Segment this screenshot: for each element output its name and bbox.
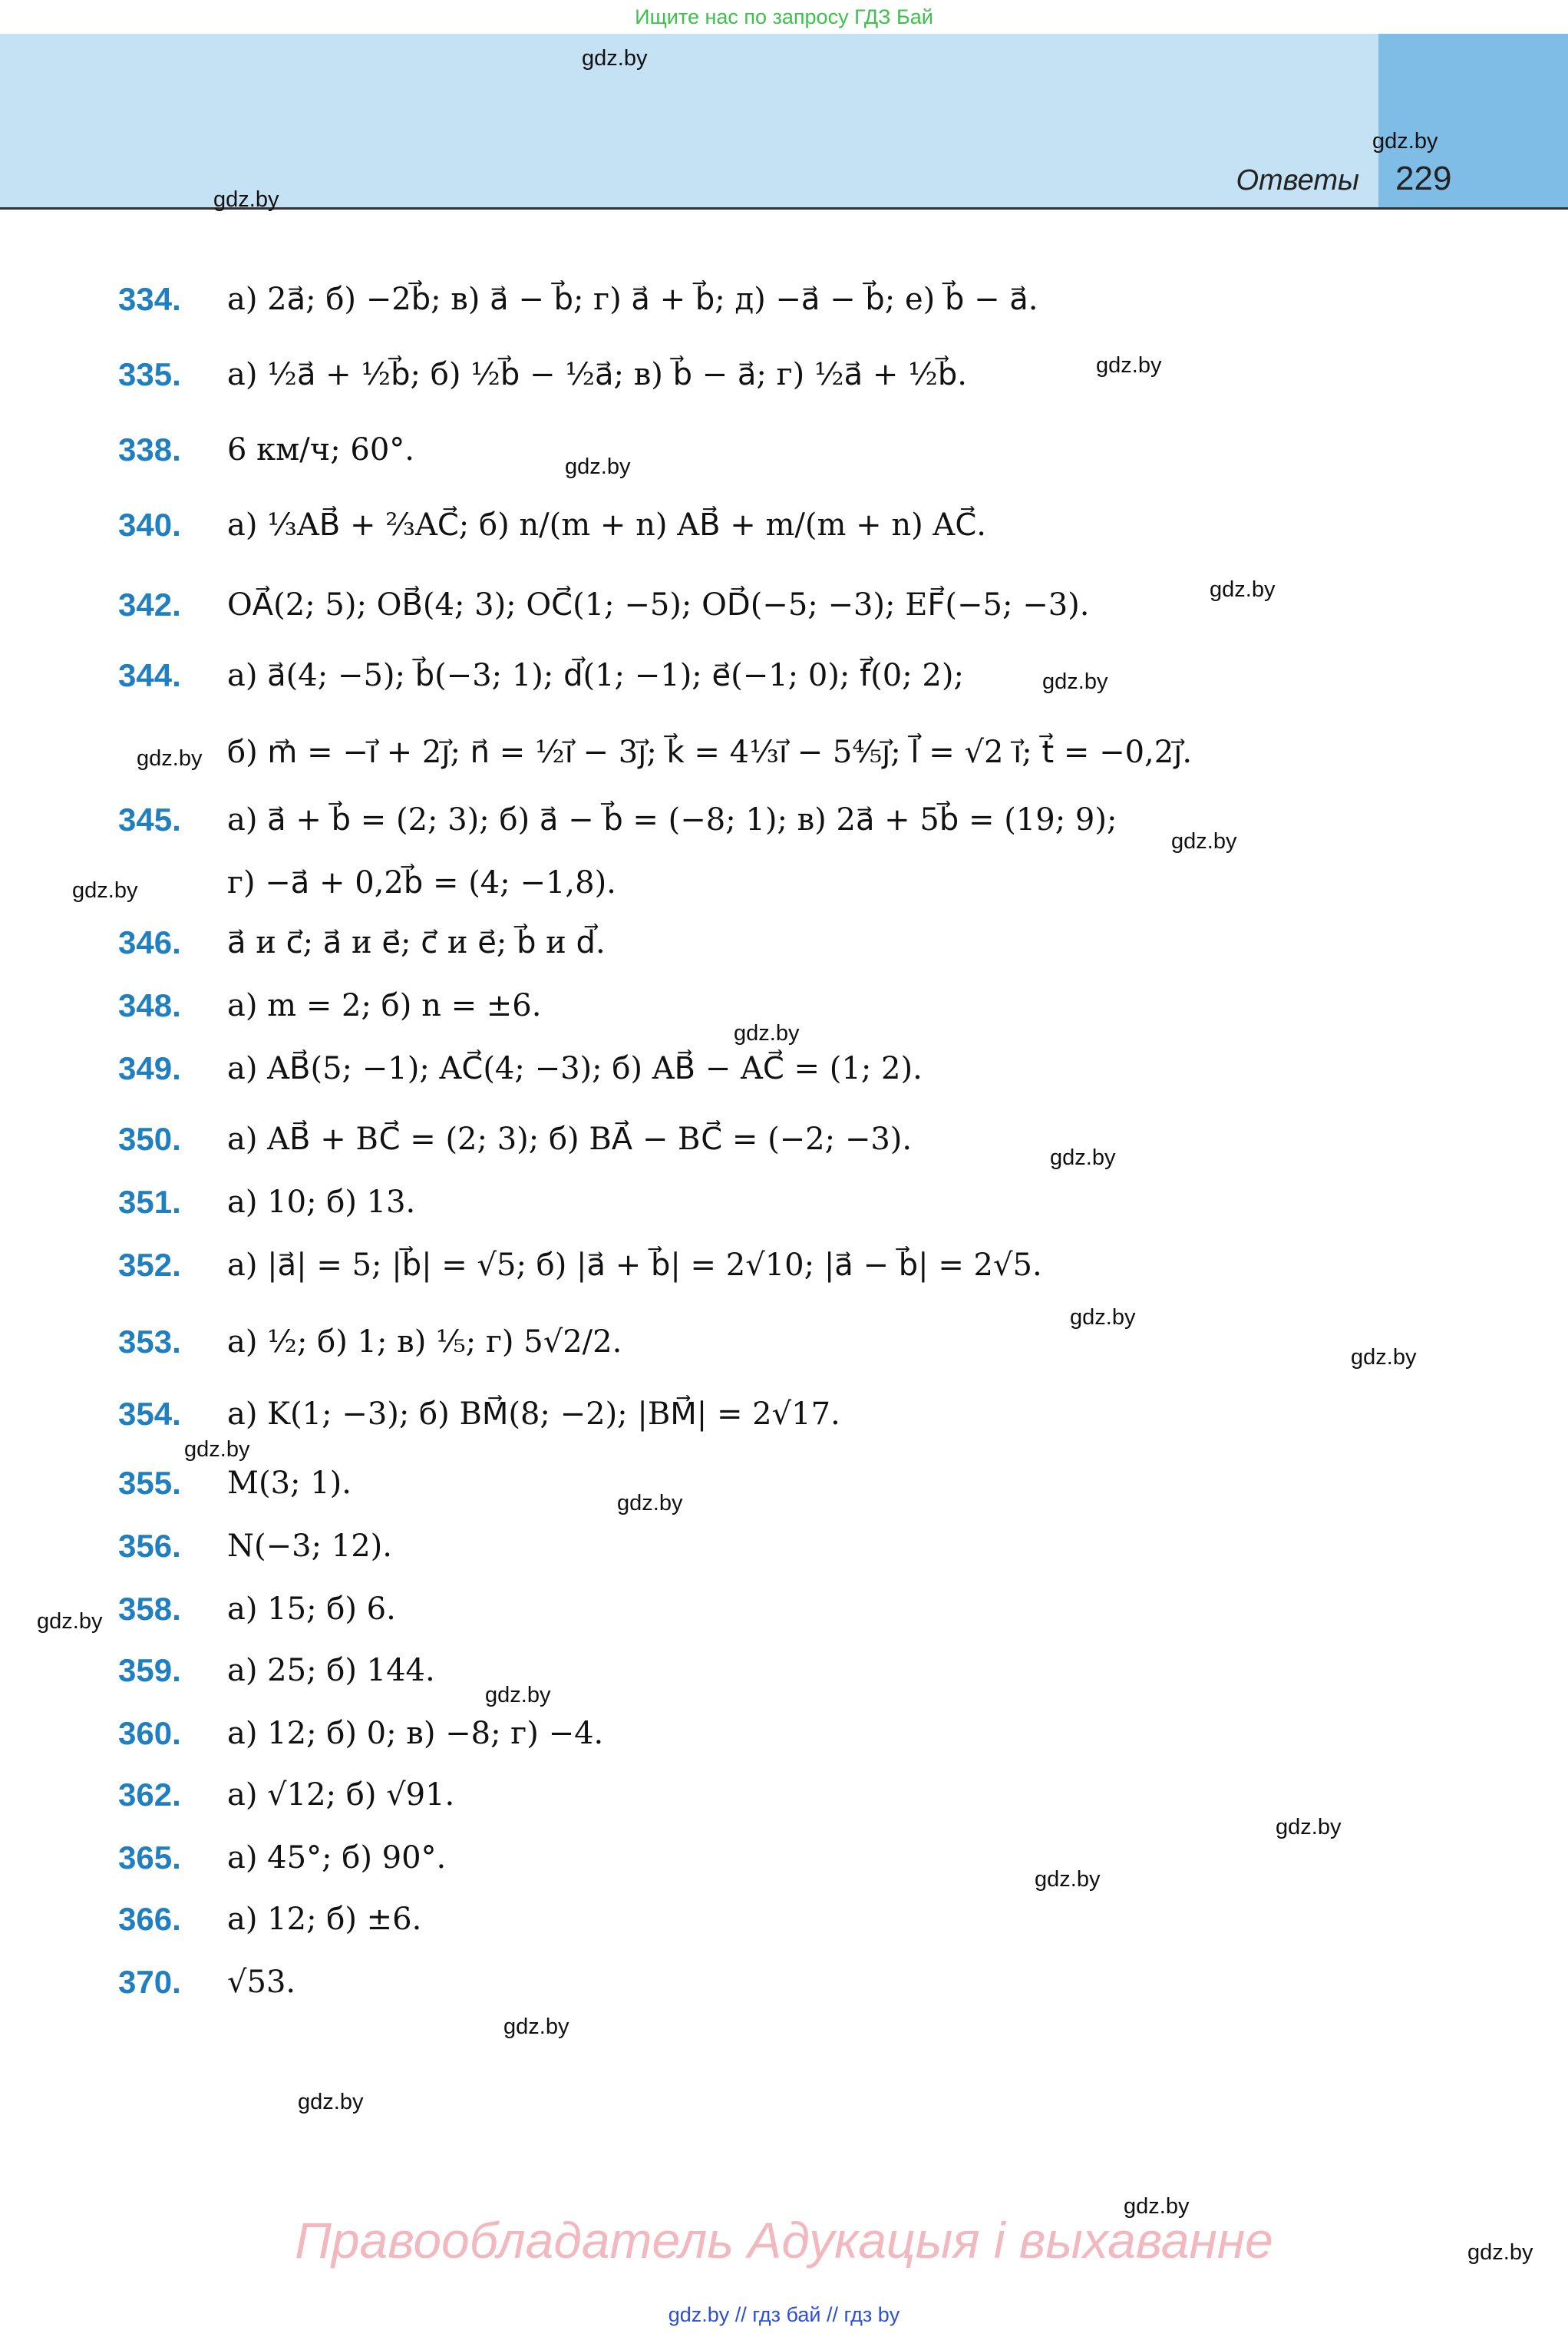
answer-number: 365. xyxy=(118,1839,181,1876)
footer-links[interactable]: gdz.by // гдз бай // гдз by xyxy=(668,2303,900,2326)
watermark: gdz.by xyxy=(565,454,631,479)
answer-row xyxy=(0,1178,1568,1227)
watermark: gdz.by xyxy=(1035,1867,1101,1892)
watermark: gdz.by xyxy=(37,1609,103,1634)
answer-text: а) K(1; −3); б) BM⃗(8; −2); |BM⃗| = 2√17. xyxy=(227,1396,840,1432)
answer-row xyxy=(0,1317,1568,1367)
answer-number: 335. xyxy=(118,356,181,392)
answer-row xyxy=(0,918,1568,967)
answer-row xyxy=(0,350,1568,399)
answer-number: 362. xyxy=(118,1776,181,1813)
copyright-notice: Правообладатель Адукацыя і выхаванне xyxy=(295,2212,1273,2269)
answer-row-continued xyxy=(0,728,1568,777)
watermark: gdz.by xyxy=(1124,2194,1190,2219)
answer-number: 355. xyxy=(118,1465,181,1501)
answer-text: √53. xyxy=(227,1965,296,2000)
answer-text: а) 2a⃗; б) −2b⃗; в) a⃗ − b⃗; г) a⃗ + b⃗; д) −a⃗ − b⃗; е) b⃗ − a⃗. xyxy=(227,282,1038,317)
answer-row xyxy=(0,1115,1568,1164)
answer-text: M(3; 1). xyxy=(227,1466,352,1501)
answer-row xyxy=(0,501,1568,550)
answer-row-continued xyxy=(0,858,1568,907)
watermark: gdz.by xyxy=(1210,577,1276,602)
answer-number: 346. xyxy=(118,924,181,960)
answer-number: 349. xyxy=(118,1050,181,1086)
watermark: gdz.by xyxy=(734,1021,800,1046)
answer-row xyxy=(0,580,1568,630)
answer-number: 348. xyxy=(118,987,181,1023)
answer-number: 340. xyxy=(118,507,181,543)
answer-text: а) 45°; б) 90°. xyxy=(227,1840,447,1876)
answer-row xyxy=(0,1895,1568,1944)
answer-text: а) m = 2; б) n = ±6. xyxy=(227,988,542,1023)
answer-row xyxy=(0,1522,1568,1571)
answer-row xyxy=(0,1044,1568,1093)
answer-number: 354. xyxy=(118,1396,181,1432)
watermark: gdz.by xyxy=(137,746,203,771)
watermark: gdz.by xyxy=(503,2014,569,2039)
answer-number: 338. xyxy=(118,431,181,468)
watermark: gdz.by xyxy=(1171,829,1237,854)
answer-text: а) ⅓AB⃗ + ⅔AC⃗; б) n/(m + n) AB⃗ + m/(m + n) AC⃗. xyxy=(227,507,986,543)
watermark: gdz.by xyxy=(582,46,648,71)
answer-text: OA⃗(2; 5); OB⃗(4; 3); OC⃗(1; −5); OD⃗(−5; −3); EF⃗(−5; −3). xyxy=(227,587,1090,623)
answer-number: 360. xyxy=(118,1715,181,1751)
page-number: 229 xyxy=(1395,160,1452,197)
watermark: gdz.by xyxy=(72,878,138,903)
answer-number: 353. xyxy=(118,1324,181,1360)
answer-text: а) AB⃗(5; −1); AC⃗(4; −3); б) AB⃗ − AC⃗ = (1; 2). xyxy=(227,1051,923,1086)
answer-number: 356. xyxy=(118,1528,181,1564)
top-banner: Ищите нас по запросу ГДЗ Бай xyxy=(635,5,933,28)
watermark: gdz.by xyxy=(617,1491,683,1515)
header-band xyxy=(0,34,1378,209)
watermark: gdz.by xyxy=(298,2090,364,2114)
answer-row xyxy=(0,425,1568,474)
answer-text: г) −a⃗ + 0,2b⃗ = (4; −1,8). xyxy=(227,865,616,901)
answer-row xyxy=(0,1646,1568,1695)
answer-number: 359. xyxy=(118,1652,181,1688)
answer-text: а) |a⃗| = 5; |b⃗| = √5; б) |a⃗ + b⃗| = 2√10; |a⃗ − b⃗| = 2√5. xyxy=(227,1248,1042,1283)
answer-row xyxy=(0,1709,1568,1758)
answer-text: б) m⃗ = −i⃗ + 2j⃗; n⃗ = ½i⃗ − 3j⃗; k⃗ = 4⅓i⃗ − 5⅘j⃗; l⃗ = √2 i⃗; t⃗ = −0,2j⃗. xyxy=(227,735,1193,770)
answer-number: 358. xyxy=(118,1591,181,1627)
answer-row xyxy=(0,275,1568,324)
answer-row xyxy=(0,1585,1568,1634)
answer-text: а) ½; б) 1; в) ⅕; г) 5√2/2. xyxy=(227,1324,622,1360)
answer-number: 370. xyxy=(118,1964,181,2000)
answer-number: 345. xyxy=(118,801,181,838)
answer-text: а) a⃗ + b⃗ = (2; 3); б) a⃗ − b⃗ = (−8; 1); в) 2a⃗ + 5b⃗ = (19; 9); xyxy=(227,802,1117,838)
answer-row xyxy=(0,1390,1568,1439)
answer-number: 351. xyxy=(118,1184,181,1220)
answer-number: 350. xyxy=(118,1121,181,1157)
answer-row xyxy=(0,1459,1568,1508)
answer-row xyxy=(0,1833,1568,1882)
watermark: gdz.by xyxy=(213,187,279,212)
watermark: gdz.by xyxy=(485,1683,551,1707)
answer-text: а) √12; б) √91. xyxy=(227,1777,455,1813)
watermark: gdz.by xyxy=(184,1437,250,1462)
watermark: gdz.by xyxy=(1096,353,1162,378)
watermark: gdz.by xyxy=(1070,1305,1136,1330)
watermark: gdz.by xyxy=(1351,1345,1417,1370)
watermark: gdz.by xyxy=(1042,669,1108,694)
section-title: Ответы xyxy=(1236,164,1359,197)
answer-row xyxy=(0,1241,1568,1290)
answer-text: 6 км/ч; 60°. xyxy=(227,432,415,468)
watermark: gdz.by xyxy=(1372,129,1438,154)
answer-row xyxy=(0,1958,1568,2007)
watermark: gdz.by xyxy=(1276,1815,1342,1839)
answer-text: а) ½a⃗ + ½b⃗; б) ½b⃗ − ½a⃗; в) b⃗ − a⃗; г) ½a⃗ + ½b⃗. xyxy=(227,357,967,392)
answer-text: а) AB⃗ + BC⃗ = (2; 3); б) BA⃗ − BC⃗ = (−2; −3). xyxy=(227,1122,913,1157)
answer-text: a⃗ и c⃗; a⃗ и e⃗; c⃗ и e⃗; b⃗ и d⃗. xyxy=(227,925,606,960)
answer-number: 344. xyxy=(118,657,181,693)
answer-number: 342. xyxy=(118,587,181,623)
answer-text: а) 10; б) 13. xyxy=(227,1185,416,1220)
answer-text: а) 12; б) ±6. xyxy=(227,1902,422,1937)
answer-row xyxy=(0,795,1568,844)
answer-row xyxy=(0,981,1568,1030)
watermark: gdz.by xyxy=(1050,1145,1116,1170)
answer-number: 366. xyxy=(118,1901,181,1937)
answer-row xyxy=(0,651,1568,700)
answer-text: а) a⃗(4; −5); b⃗(−3; 1); d⃗(1; −1); e⃗(−1; 0); f⃗(0; 2); xyxy=(227,658,964,693)
watermark: gdz.by xyxy=(1467,2240,1533,2265)
answer-row xyxy=(0,1770,1568,1819)
answer-number: 334. xyxy=(118,281,181,317)
answer-text: а) 12; б) 0; в) −8; г) −4. xyxy=(227,1716,604,1751)
answer-number: 352. xyxy=(118,1247,181,1283)
answer-text: а) 15; б) 6. xyxy=(227,1591,396,1627)
answer-text: а) 25; б) 144. xyxy=(227,1653,435,1688)
answer-text: N(−3; 12). xyxy=(227,1529,392,1564)
